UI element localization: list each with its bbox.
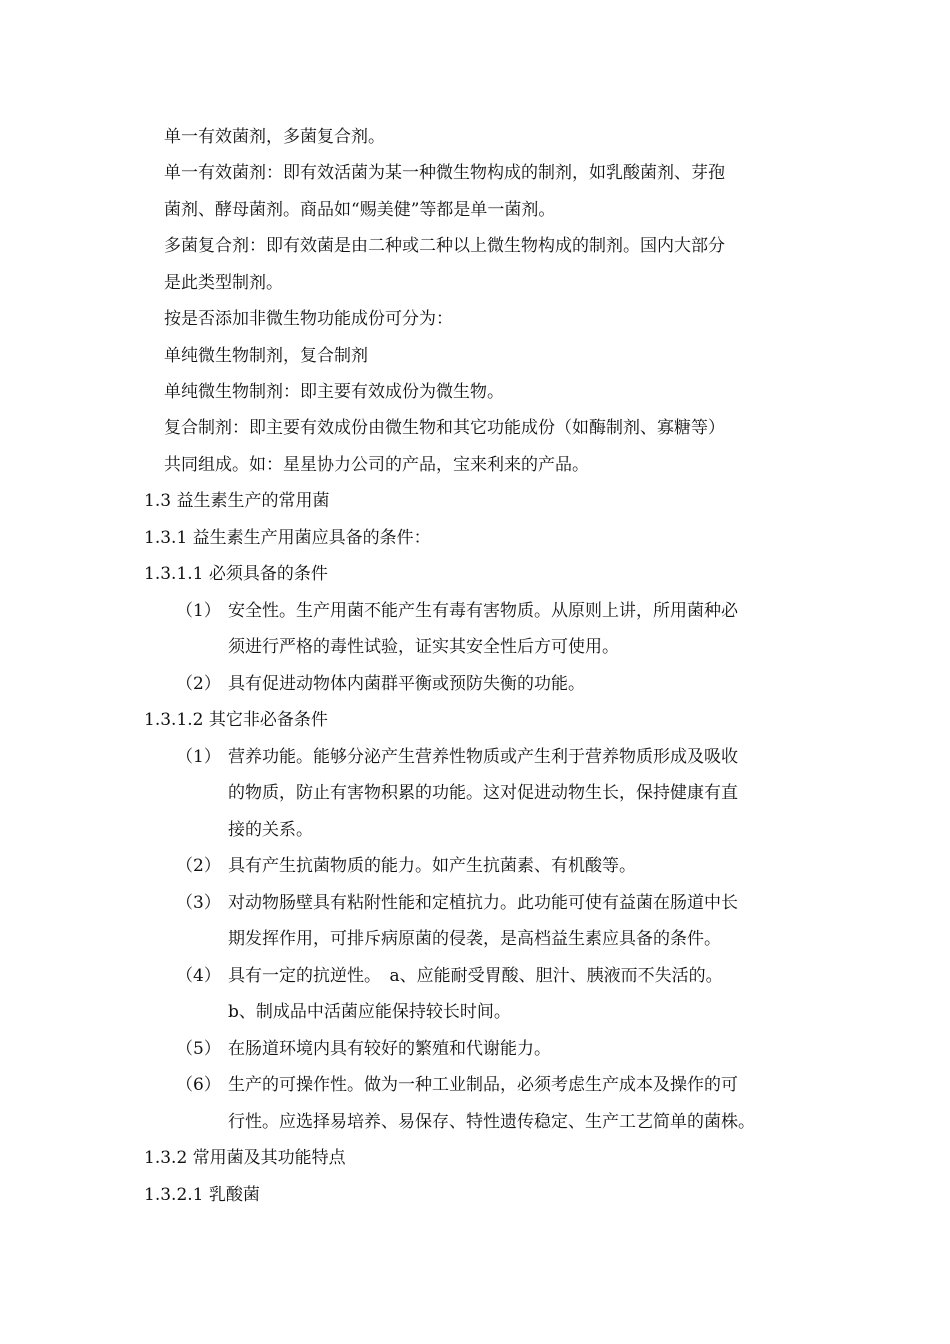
paragraph-line: 单纯微生物制剂，复合制剂 xyxy=(164,346,368,366)
paragraph-line: 是此类型制剂。 xyxy=(164,273,283,293)
paragraph-line: 共同组成。如：星星协力公司的产品，宝来利来的产品。 xyxy=(164,455,589,475)
paragraph-line: 单一有效菌剂，多菌复合剂。 xyxy=(164,127,385,147)
list-item-number: （1） xyxy=(176,601,221,621)
list-item-text: 的物质，防止有害物积累的功能。这对促进动物生长，保持健康有直 xyxy=(228,783,738,803)
section-heading: 1.3 益生素生产的常用菌 xyxy=(144,491,330,511)
list-item-text: 具有促进动物体内菌群平衡或预防失衡的功能。 xyxy=(228,674,585,694)
list-item-number: （3） xyxy=(176,893,221,913)
list-item-text: 安全性。生产用菌不能产生有毒有害物质。从原则上讲，所用菌种必 xyxy=(228,601,738,621)
subsection-heading: 1.3.1 益生素生产用菌应具备的条件： xyxy=(144,528,431,548)
list-item-number: （4） xyxy=(176,966,221,986)
paragraph-line: 多菌复合剂：即有效菌是由二种或二种以上微生物构成的制剂。国内大部分 xyxy=(164,236,725,256)
subsubsection-heading: 1.3.1.1 必须具备的条件 xyxy=(144,564,328,584)
list-item-text: 具有一定的抗逆性。 a、应能耐受胃酸、胆汁、胰液而不失活的。 xyxy=(228,966,723,986)
list-item-number: （5） xyxy=(176,1039,221,1059)
list-item-text: b、制成品中活菌应能保持较长时间。 xyxy=(228,1002,511,1022)
list-item-text: 营养功能。能够分泌产生营养性物质或产生利于营养物质形成及吸收 xyxy=(228,747,738,767)
list-item-text: 对动物肠壁具有粘附性能和定植抗力。此功能可使有益菌在肠道中长 xyxy=(228,893,738,913)
list-item-text: 生产的可操作性。做为一种工业制品，必须考虑生产成本及操作的可 xyxy=(228,1075,738,1095)
paragraph-line: 单纯微生物制剂：即主要有效成份为微生物。 xyxy=(164,382,504,402)
subsection-heading: 1.3.2 常用菌及其功能特点 xyxy=(144,1148,346,1168)
paragraph-line: 单一有效菌剂：即有效活菌为某一种微生物构成的制剂，如乳酸菌剂、芽孢 xyxy=(164,163,725,183)
subsubsection-heading: 1.3.2.1 乳酸菌 xyxy=(144,1185,260,1205)
list-item-number: （6） xyxy=(176,1075,221,1095)
list-item-number: （1） xyxy=(176,747,221,767)
paragraph-line: 按是否添加非微生物功能成份可分为： xyxy=(164,309,453,329)
list-item-text: 在肠道环境内具有较好的繁殖和代谢能力。 xyxy=(228,1039,551,1059)
list-item-number: （2） xyxy=(176,856,221,876)
list-item-number: （2） xyxy=(176,674,221,694)
list-item-text: 期发挥作用，可排斥病原菌的侵袭，是高档益生素应具备的条件。 xyxy=(228,929,721,949)
list-item-text: 接的关系。 xyxy=(228,820,313,840)
list-item-text: 行性。应选择易培养、易保存、特性遗传稳定、生产工艺简单的菌株。 xyxy=(228,1112,755,1132)
list-item-text: 具有产生抗菌物质的能力。如产生抗菌素、有机酸等。 xyxy=(228,856,636,876)
subsubsection-heading: 1.3.1.2 其它非必备条件 xyxy=(144,710,328,730)
paragraph-line: 菌剂、酵母菌剂。商品如“赐美健”等都是单一菌剂。 xyxy=(164,200,556,220)
paragraph-line: 复合制剂：即主要有效成份由微生物和其它功能成份（如酶制剂、寡糖等） xyxy=(164,418,725,438)
list-item-text: 须进行严格的毒性试验，证实其安全性后方可使用。 xyxy=(228,637,619,657)
